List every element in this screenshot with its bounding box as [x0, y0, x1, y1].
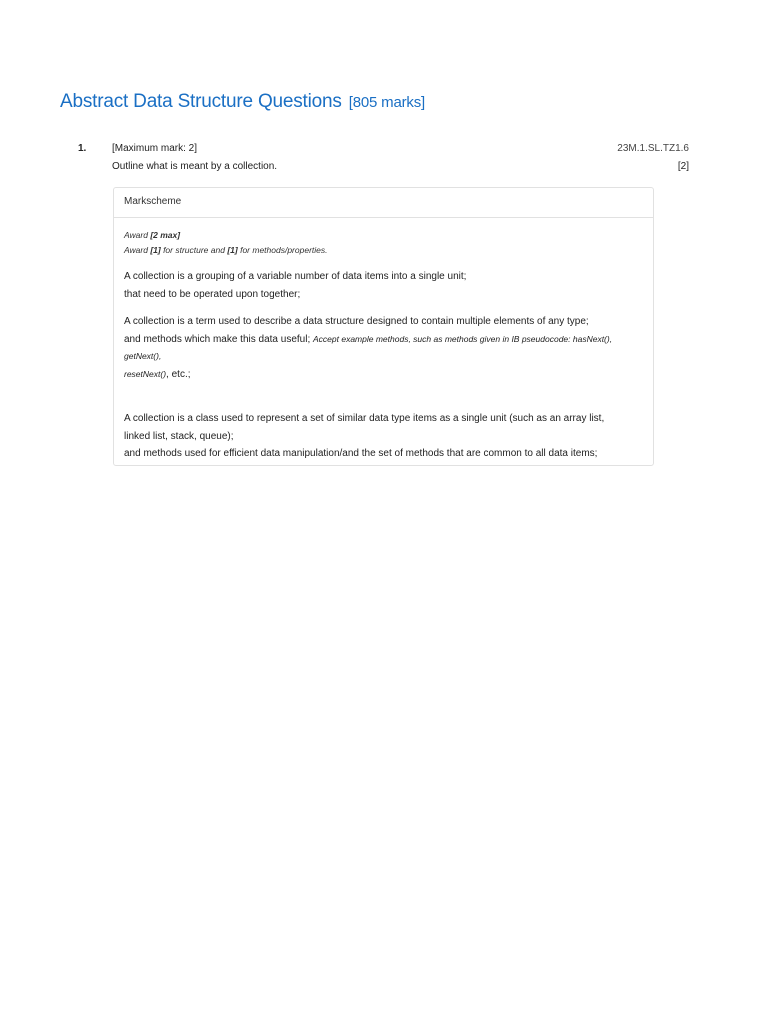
answer-paragraph-1: [124, 268, 643, 303]
answer-2-reset-next: resetNext(): [124, 368, 167, 379]
answer-2-line-3-text: , etc.;: [166, 368, 191, 380]
question-marks-value: 2: [680, 161, 687, 172]
answer-2-line-2-text: and methods which make this data useful;: [124, 333, 313, 345]
answer-1-line-2: that need to be operated upon together;: [124, 288, 301, 300]
answer-paragraph-2: [124, 313, 643, 383]
award-detail-note: [124, 243, 643, 258]
question-text: Outline what is meant by a collection.: [112, 161, 278, 172]
answer-paragraph-3: [124, 410, 643, 463]
answer-2-line-2: [124, 331, 643, 366]
award-detail-mark-1: [1]: [150, 245, 161, 255]
answer-2-accept-note: Accept example methods, such as methods given in IB pseudocode: hasNext(), getNext(),: [124, 333, 613, 361]
award-detail-text-3: for methods/properties.: [237, 245, 328, 255]
paragraph-spacer: [124, 383, 643, 400]
answer-2-line-3: [124, 366, 643, 384]
award-detail-text-1: Award: [124, 245, 151, 255]
award-detail-text-2: for structure and: [160, 245, 228, 255]
page-title-text: Abstract Data Structure Questions: [60, 91, 342, 112]
question-marks: [678, 159, 689, 175]
question-marks-open: [: [677, 161, 681, 172]
answer-2-line-1: A collection is a term used to describe a data structure designed to contain multiple elements of any type;: [124, 316, 589, 327]
markscheme-header[interactable]: Markscheme: [114, 188, 653, 218]
question-marks-close: ]: [686, 161, 689, 172]
answer-3-line-1: A collection is a class used to represent a set of similar data type items as a single unit (such as an array list,: [124, 413, 605, 424]
award-prefix: Award: [124, 230, 151, 240]
page-title: [60, 91, 425, 113]
question-code: 23M.1.SL.TZ1.6: [617, 143, 689, 154]
markscheme-body: [114, 218, 653, 463]
question-number: 1.: [78, 143, 87, 154]
total-marks: [805 marks]: [348, 94, 425, 111]
award-max-value: [2 max]: [150, 230, 181, 240]
answer-3-line-2: linked list, stack, queue);: [124, 430, 234, 442]
answer-3-line-3: and methods used for efficient data manipulation/and the set of methods that are common to all data items;: [124, 448, 598, 459]
award-detail-mark-2: [1]: [227, 245, 238, 255]
markscheme-panel: [113, 187, 654, 466]
answer-1-line-1: A collection is a grouping of a variable number of data items into a single unit;: [124, 271, 467, 282]
award-max-note: [124, 228, 643, 243]
question-max-mark: [Maximum mark: 2]: [112, 143, 198, 154]
